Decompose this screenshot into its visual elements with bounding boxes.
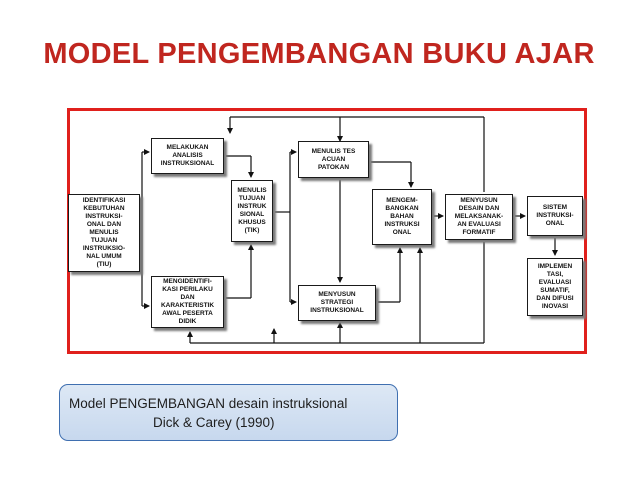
box-tik: MENULIS TUJUAN INSTRUK SIONAL KHUSUS (TIK) [231,180,273,242]
box-sistem: SISTEM INSTRUKSI- ONAL [527,196,583,236]
caption-line-2: Dick & Carey (1990) [153,415,275,430]
caption-line-1: Model PENGEMBANGAN desain instruksional [69,396,348,411]
box-tes: MENULIS TES ACUAN PATOKAN [298,141,369,178]
box-formatif: MENYUSUN DESAIN DAN MELAKSANAK- AN EVALUASI FORMATIF [445,194,513,240]
page-title: MODEL PENGEMBANGAN BUKU AJAR [43,38,595,70]
box-mengidentifikasi: MENGIDENTIFI- KASI PERILAKU DAN KARAKTERISTIK AWAL PESERTA DIDIK [151,276,224,328]
box-bahan: MENGEM- BANGKAN BAHAN INSTRUKSI ONAL [372,189,432,245]
caption-box [59,384,398,441]
box-sumatif: IMPLEMEN TASI, EVALUASI SUMATIF, DAN DIFUSI INOVASI [527,258,583,316]
box-strategi: MENYUSUN STRATEGI INSTRUKSIONAL [298,285,376,321]
box-analisis: MELAKUKAN ANALISIS INSTRUKSIONAL [151,138,224,174]
box-identifikasi: IDENTIFIKASI KEBUTUHAN INSTRUKSI- ONAL DAN MENULIS TUJUAN INSTRUKSIO- NAL UMUM (TIU) [68,194,140,272]
